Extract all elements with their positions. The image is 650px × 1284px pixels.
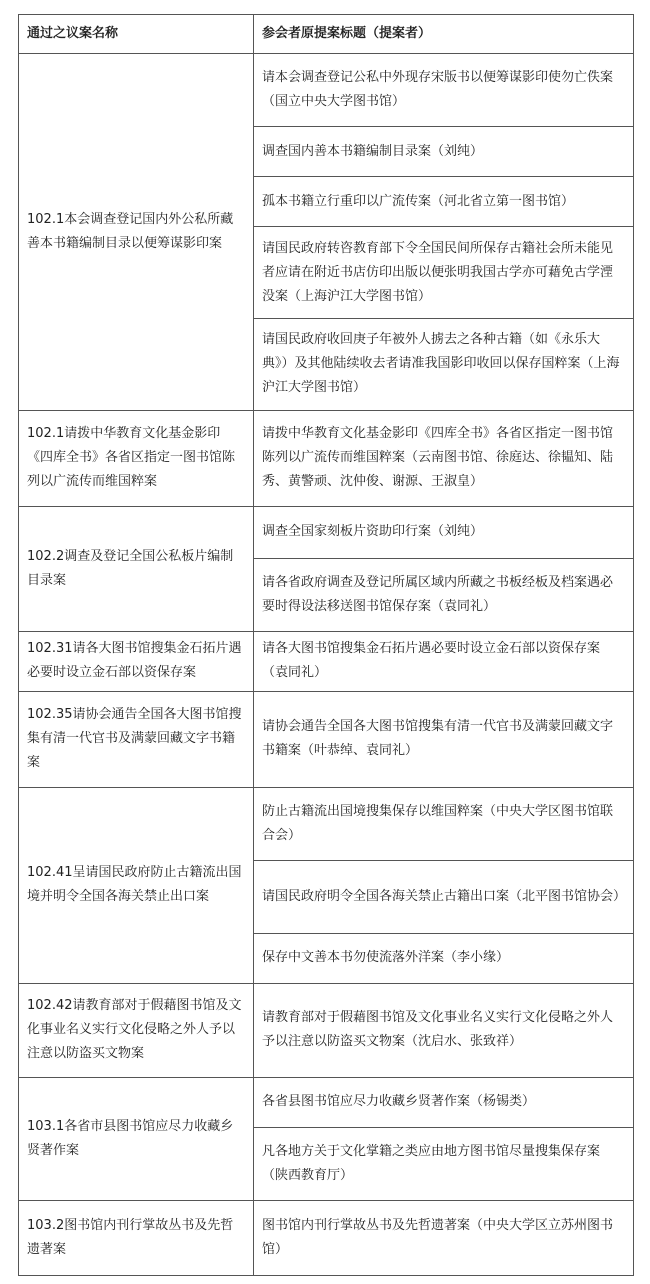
original-proposal-cell: 调查国内善本书籍编制目录案（刘纯） (254, 127, 634, 177)
original-proposal-cell: 请教育部对于假藉图书馆及文化事业名义实行文化侵略之外人予以注意以防盗买文物案（沈启水、张致祥） (254, 983, 634, 1077)
original-proposal-cell: 请各省政府调查及登记所属区域内所藏之书板经板及档案遇必要时得设法移送图书馆保存案（袁同礼） (254, 559, 634, 632)
table-body (19, 54, 634, 1276)
passed-motion-cell: 102.31请各大图书馆搜集金石拓片遇必要时设立金石部以资保存案 (19, 632, 254, 691)
table-row (19, 983, 634, 1077)
table-row (19, 691, 634, 787)
passed-motion-cell: 102.41呈请国民政府防止古籍流出国境并明令全国各海关禁止出口案 (19, 787, 254, 983)
header-row (19, 15, 634, 54)
original-proposal-cell: 凡各地方关于文化掌籍之类应由地方图书馆尽量搜集保存案（陕西教育厅） (254, 1127, 634, 1200)
passed-motion-cell: 102.42请教育部对于假藉图书馆及文化事业名义实行文化侵略之外人予以注意以防盗买文物案 (19, 983, 254, 1077)
table-row (19, 787, 634, 860)
original-proposal-cell: 调查全国家刻板片资助印行案（刘纯） (254, 506, 634, 558)
table-row (19, 54, 634, 127)
passed-motion-cell: 103.1各省市县图书馆应尽力收藏乡贤著作案 (19, 1077, 254, 1200)
original-proposal-cell: 请国民政府明令全国各海关禁止古籍出口案（北平图书馆协会） (254, 860, 634, 933)
passed-motion-cell: 102.1请拨中华教育文化基金影印《四库全书》各省区指定一图书馆陈列以广流传而维国粹案 (19, 410, 254, 506)
original-proposal-cell: 孤本书籍立行重印以广流传案（河北省立第一图书馆） (254, 177, 634, 227)
original-proposal-cell: 请协会通告全国各大图书馆搜集有清一代官书及满蒙回藏文字书籍案（叶恭绰、袁同礼） (254, 691, 634, 787)
table-row (19, 506, 634, 558)
original-proposal-cell: 请各大图书馆搜集金石拓片遇必要时设立金石部以资保存案（袁同礼） (254, 632, 634, 691)
original-proposal-cell: 请国民政府收回庚子年被外人掳去之各种古籍（如《永乐大典》）及其他陆续收去者请准我国影印收回以保存国粹案（上海沪江大学图书馆） (254, 319, 634, 411)
original-proposal-cell: 请拨中华教育文化基金影印《四库全书》各省区指定一图书馆陈列以广流传而维国粹案（云南图书馆、徐庭达、徐韫知、陆秀、黄警顽、沈仲俊、谢源、王淑皇） (254, 410, 634, 506)
original-proposal-cell: 请国民政府转咨教育部下令全国民间所保存古籍社会所未能见者应请在附近书店仿印出版以便张明我国古学亦可藉免古学湮没案（上海沪江大学图书馆） (254, 227, 634, 319)
table-row (19, 1077, 634, 1127)
original-proposal-cell: 请本会调查登记公私中外现存宋版书以便筹谋影印使勿亡佚案（国立中央大学图书馆） (254, 54, 634, 127)
passed-motion-cell: 103.2图书馆内刊行掌故丛书及先哲遗著案 (19, 1200, 254, 1275)
passed-motion-cell: 102.1本会调查登记国内外公私所藏善本书籍编制目录以便筹谋影印案 (19, 54, 254, 411)
original-proposal-cell: 图书馆内刊行掌故丛书及先哲遗著案（中央大学区立苏州图书馆） (254, 1200, 634, 1275)
original-proposal-cell: 各省县图书馆应尽力收藏乡贤著作案（杨锡类） (254, 1077, 634, 1127)
header-original-proposal: 参会者原提案标题（提案者） (254, 15, 634, 54)
original-proposal-cell: 保存中文善本书勿使流落外洋案（李小缘） (254, 933, 634, 983)
original-proposal-cell: 防止古籍流出国境搜集保存以维国粹案（中央大学区图书馆联合会） (254, 787, 634, 860)
proposals-table (18, 14, 634, 1276)
table-row (19, 410, 634, 506)
table-row (19, 632, 634, 691)
table-row (19, 1200, 634, 1275)
passed-motion-cell: 102.35请协会通告全国各大图书馆搜集有清一代官书及满蒙回藏文字书籍案 (19, 691, 254, 787)
header-passed-motion: 通过之议案名称 (19, 15, 254, 54)
passed-motion-cell: 102.2调查及登记全国公私板片编制目录案 (19, 506, 254, 631)
